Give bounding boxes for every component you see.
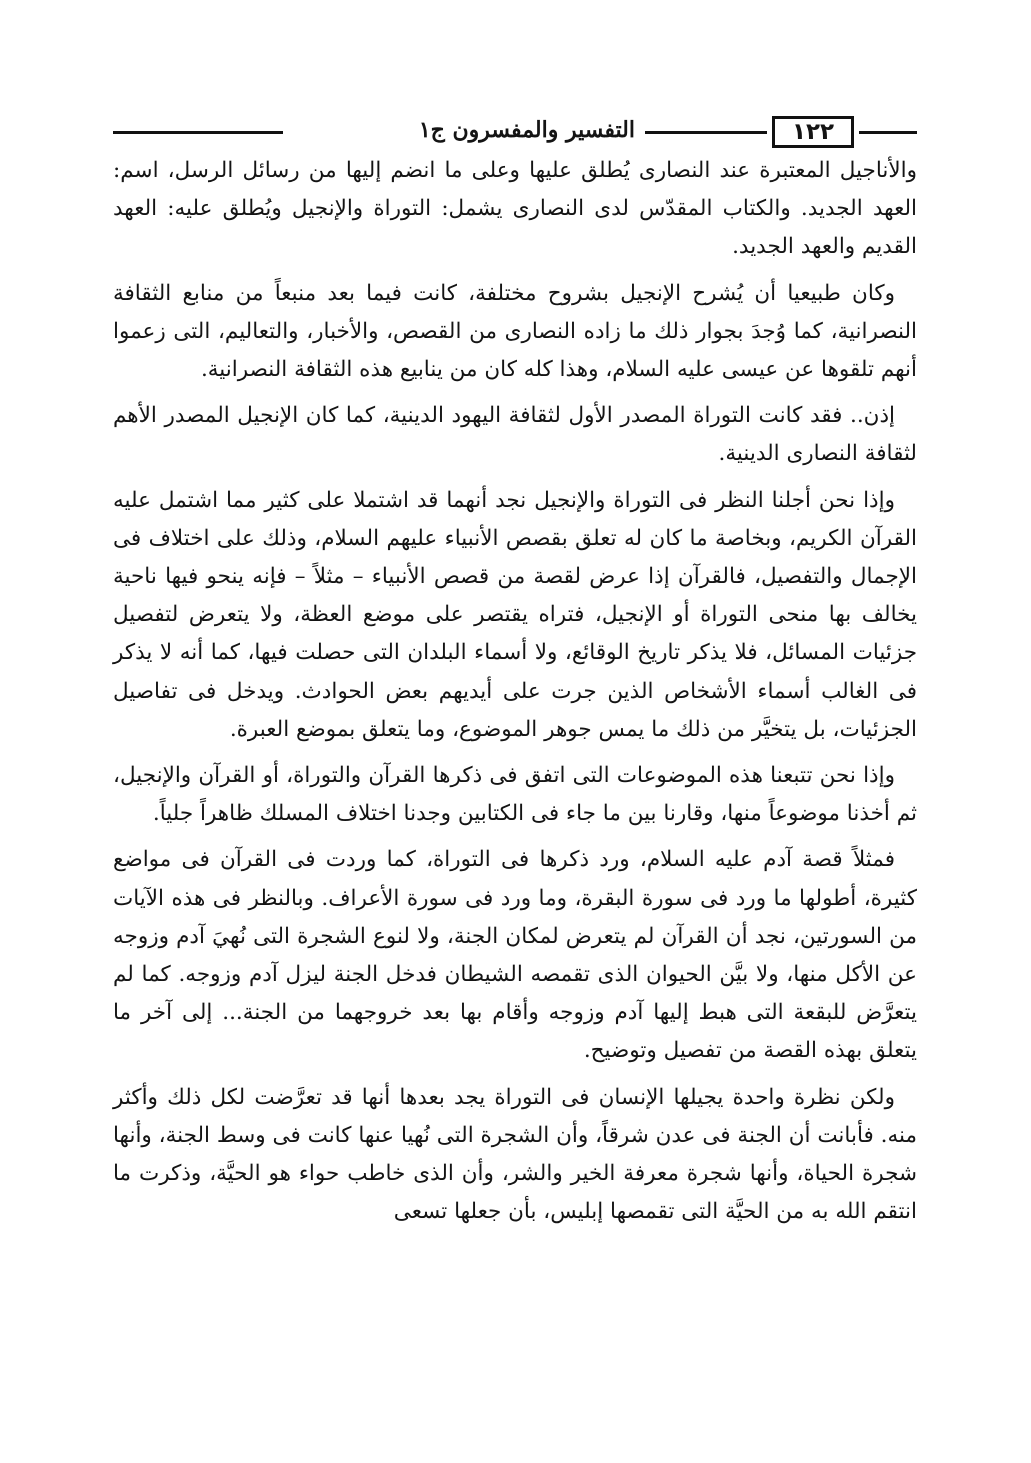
paragraph: وكان طبيعيا أن يُشرح الإنجيل بشروح مختلفة، كانت فيما بعد منبعاً من منابع الثقافة النصرانية، كما وُجدَ بجوار ذلك ما زاده النصارى من القصص، والأخبار، والتعاليم، التى زعموا أنهم تلقوها عن عيسى عليه السلام، وهذا كله كان من ينابيع هذه الثقافة النصرانية. <box>113 280 917 383</box>
header-rule-left <box>113 131 283 134</box>
page-number: ١٢٢ <box>772 116 854 148</box>
paragraph: وإذا نحن أجلنا النظر فى التوراة والإنجيل نجد أنهما قد اشتملا على كثير مما اشتمل عليه القرآن الكريم، وبخاصة ما كان له تعلق بقصص الأنبياء عليهم السلام، وذلك على اختلاف فى الإجمال والتفصيل، فالقرآن إذا عرض لقصة من قصص الأنبياء – مثلاً – فإنه ينحو فيها ناحية يخالف بها منحى التوراة أو الإنجيل، فتراه يقتصر على موضع العظة، ولا يتعرض لتفصيل جزئيات المسائل، فلا يذكر تاريخ الوقائع، ولا أسماء البلدان التى حصلت فيها، كما أنه لا يذكر فى الغالب أسماء الأشخاص الذين جرت على أيديهم بعض الحوادث. ويدخل فى تفاصيل الجزئيات، بل يتخيَّر من ذلك ما يمس جوهر الموضوع، وما يتعلق بموضع العبرة. <box>113 487 917 742</box>
header-rule-middle <box>645 131 767 134</box>
header-rule-right <box>859 131 917 134</box>
paragraph: فمثلاً قصة آدم عليه السلام، ورد ذكرها فى التوراة، كما وردت فى القرآن فى مواضع كثيرة، أطولها ما ورد فى سورة البقرة، وما ورد فى سورة الأعراف. وبالنظر فى هذه الآيات من السورتين، نجد أن القرآن لم يتعرض لمكان الجنة، ولا لنوع الشجرة التى نُهيَ آدم وزوجه عن الأكل منها، ولا بيَّن الحيوان الذى تقمصه الشيطان فدخل الجنة ليزل آدم وزوجه. كما لم يتعرَّض للبقعة التى هبط إليها آدم وزوجه وأقام بها بعد خروجهما من الجنة... إلى آخر ما يتعلق بهذه القصة من تفصيل وتوضيح. <box>113 847 917 1064</box>
running-title: التفسير والمفسرون ج١ <box>418 117 635 143</box>
page-header <box>113 108 917 150</box>
paragraph: ولكن نظرة واحدة يجيلها الإنسان فى التوراة يجد بعدها أنها قد تعرَّضت لكل ذلك وأكثر منه. فأبانت أن الجنة فى عدن شرقاً، وأن الشجرة التى نُهيا عنها كانت فى وسط الجنة، وأنها شجرة الحياة، وأنها شجرة معرفة الخير والشر، وأن الذى خاطب حواء هو الحيَّة، وذكرت ما انتقم الله به من الحيَّة التى تقمصها إبليس، بأن جعلها تسعى <box>113 1084 917 1225</box>
paragraph: والأناجيل المعتبرة عند النصارى يُطلق عليها وعلى ما انضم إليها من رسائل الرسل، اسم: العهد الجديد. والكتاب المقدّس لدى النصارى يشمل: التوراة والإنجيل ويُطلق عليه: العهد القديم والعهد الجديد. <box>113 158 917 260</box>
paragraph: وإذا نحن تتبعنا هذه الموضوعات التى اتفق فى ذكرها القرآن والتوراة، أو القرآن والإنجيل، ثم أخذنا موضوعاً منها، وقارنا بين ما جاء فى الكتابين وجدنا اختلاف المسلك ظاهراً جلياً. <box>113 763 917 827</box>
body-text <box>113 152 917 1231</box>
paragraph: إذن.. فقد كانت التوراة المصدر الأول لثقافة اليهود الدينية، كما كان الإنجيل المصدر الأهم لثقافة النصارى الدينية. <box>113 403 917 467</box>
